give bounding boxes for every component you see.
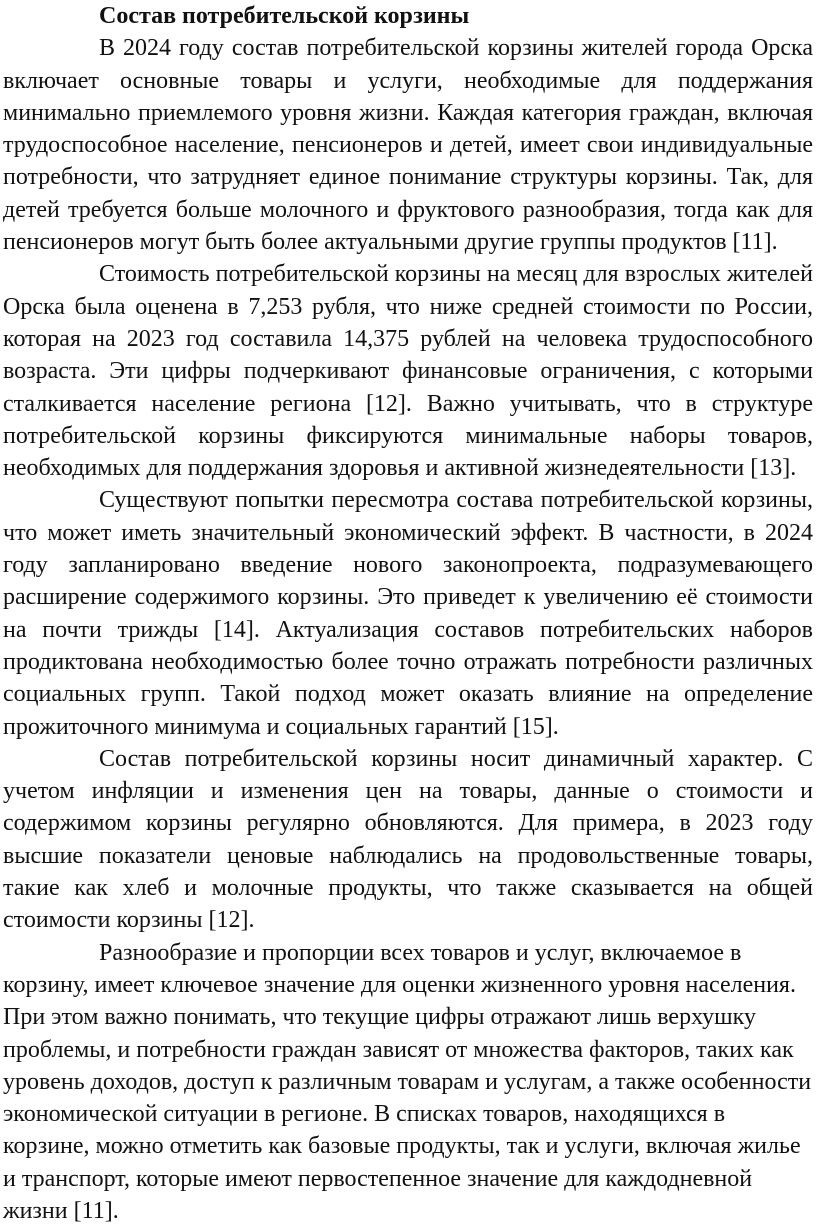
paragraph-revision: Существуют попытки пересмотра состава потребительской корзины, что может иметь значительный экономический эффект. В частности, в 2024 году запланировано введение нового законопроекта, подразумевающего расширение содержимого корзины. Это приведет к увеличению её стоимости на почти трижды [14]. Актуализация составов потребительских наборов продиктована необходимостью более точно отражать потребности различных социальных групп. Такой подход может оказать влияние на определение прожиточного минимума и социальных гарантий [15]. [3, 487, 813, 740]
paragraph-dynamics: Состав потребительской корзины носит динамичный характер. С учетом инфляции и изменения цен на товары, данные о стоимости и содержимом корзины регулярно обновляются. Для примера, в 2023 году высшие показатели ценовые наблюдались на продовольственные товары, такие как хлеб и молочные продукты, что также сказывается на общей стоимости корзины [12]. [3, 745, 813, 934]
paragraph-diversity: Разнообразие и пропорции всех товаров и услуг, включаемое в корзину, имеет ключевое значение для оценки жизненного уровня населения. При этом важно понимать, что текущие цифры отражают лишь верхушку проблемы, и потребности граждан зависят от множества факторов, таких как уровень доходов, доступ к различным товарам и услугам, а также особенности экономической ситуации в регионе. В списках товаров, находящихся в корзине, можно отметить как базовые продукты, так и услуги, включая жилье и транспорт, которые имеют первостепенное значение для каждодневной жизни [11]. [3, 939, 812, 1224]
paragraph-cost: Стоимость потребительской корзины на месяц для взрослых жителей Орска была оценена в 7,253 рубля, что ниже средней стоимости по России, которая на 2023 год составила 14,375 рублей на человека трудоспособного возраста. Эти цифры подчеркивают финансовые ограничения, с которыми сталкивается население региона [12]. Важно учитывать, что в структуре потребительской корзины фиксируются минимальные наборы товаров, необходимых для поддержания здоровья и активной жизнедеятельности [13]. [3, 261, 813, 482]
paragraph-composition: В 2024 году состав потребительской корзины жителей города Орска включает основные товары и услуги, необходимые для поддержания минимально приемлемого уровня жизни. Каждая категория граждан, включая трудоспособное население, пенсионеров и детей, имеет свои индивидуальные потребности, что затрудняет единое понимание структуры корзины. Так, для детей требуется больше молочного и фруктового разнообразия, тогда как для пенсионеров могут быть более актуальными другие группы продуктов [11]. [3, 35, 813, 256]
page-title: Состав потребительской корзины [99, 3, 470, 29]
